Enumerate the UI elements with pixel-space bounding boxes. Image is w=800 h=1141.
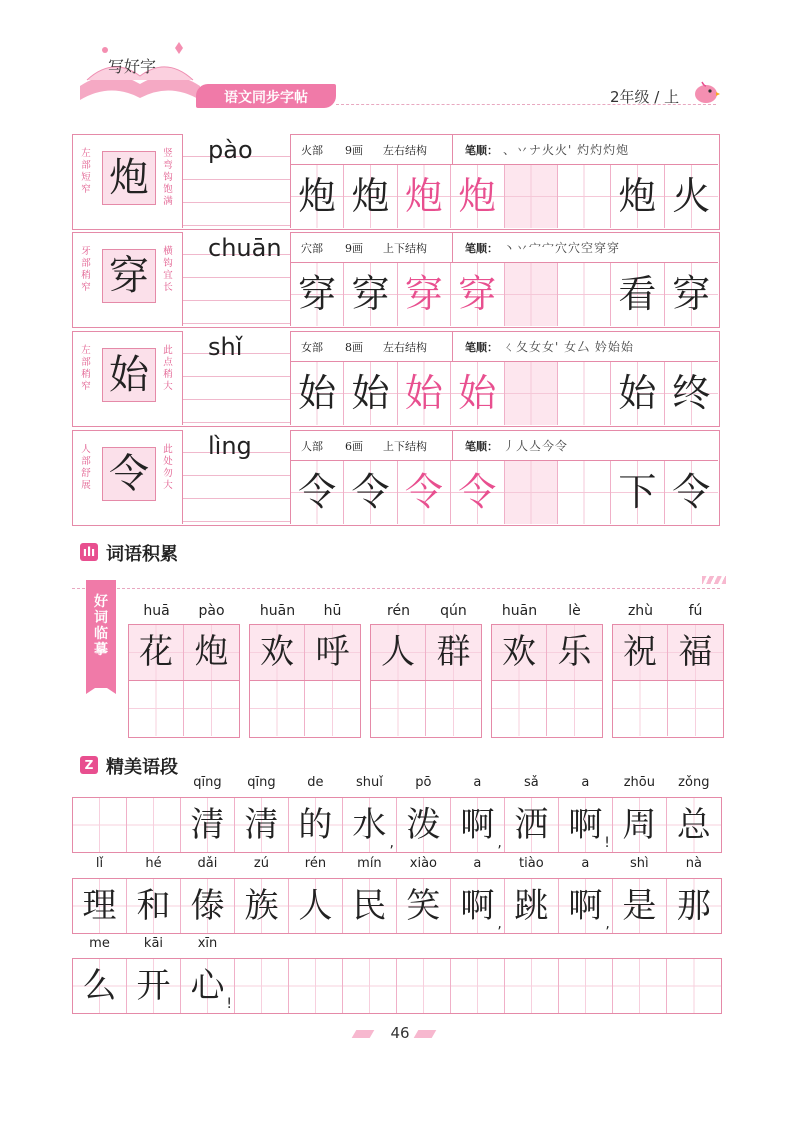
stroke-count: 8画 (345, 341, 363, 354)
stroke-order-label: 笔顺： (465, 440, 498, 453)
practice-cell[interactable] (665, 165, 718, 228)
model-char-box (102, 249, 156, 303)
passage-pinyin: tiào (519, 856, 544, 871)
practice-cell[interactable] (611, 165, 664, 228)
passage-char: 总 (676, 805, 711, 845)
passage-cell[interactable] (505, 959, 559, 1013)
passage-pinyin: nà (685, 856, 702, 871)
passage-cell[interactable] (73, 856, 127, 933)
structure-tip-left: 左 部 短 窄 (81, 148, 91, 195)
practice-grid (291, 461, 718, 524)
punctuation: , (497, 916, 502, 932)
stroke-order-sequence: 丶丷宀宀穴穴空穿穿 (503, 241, 621, 255)
vocab-pinyin: zhù (627, 603, 654, 619)
bird-icon (692, 80, 720, 104)
passage-line (72, 936, 722, 1014)
passage-char: 心 (190, 966, 225, 1006)
radical: 人部 (301, 440, 323, 453)
practice-cell-char: 穿 (298, 272, 337, 316)
structure-tip-left: 牙 部 稍 窄 (81, 246, 91, 293)
stroke-order (453, 430, 718, 461)
passage-cell[interactable] (613, 856, 667, 933)
practice-cell-char: 看 (618, 272, 657, 316)
practice-cell[interactable] (505, 362, 558, 425)
vocab-char: 人 (381, 632, 415, 672)
passage-pinyin: zhōu (623, 775, 655, 790)
practice-cell[interactable] (291, 362, 344, 425)
passage-char: 是 (622, 886, 657, 926)
passage-pinyin: a (581, 775, 590, 790)
passage-cell[interactable] (613, 775, 667, 852)
passage-pinyin: zǒng (678, 775, 710, 790)
structure-tip-right: 横 钩 宜 长 (163, 246, 173, 293)
practice-cell-char: 炮 (404, 174, 443, 218)
passage-cell[interactable] (667, 775, 721, 852)
vocab-section-title: 词语积累 (106, 544, 178, 565)
passage-pinyin: sǎ (523, 775, 539, 790)
radical: 女部 (301, 341, 323, 354)
model-char: 炮 (109, 155, 149, 201)
structure-tip-left: 左 部 稍 窄 (81, 345, 91, 392)
practice-cell[interactable] (558, 263, 611, 326)
grade-label: 2年级 / 上 (610, 88, 680, 106)
char-sidebox (72, 134, 183, 228)
subject-banner (196, 84, 336, 108)
radical: 火部 (301, 144, 323, 157)
practice-cell[interactable] (344, 263, 397, 326)
vocab-char: 乐 (557, 632, 592, 672)
practice-cell-char: 终 (672, 371, 711, 415)
practice-cell[interactable] (344, 362, 397, 425)
passage-char: 族 (244, 886, 279, 926)
practice-grid (291, 263, 718, 326)
passage-char: 的 (298, 805, 333, 845)
vocab-pinyin: fú (688, 603, 703, 619)
passage-line (72, 775, 722, 853)
vocab-char: 呼 (315, 632, 350, 672)
vocab-pinyin: pào (198, 603, 225, 619)
passage-char: 傣 (190, 886, 225, 926)
vocab-word-box (128, 603, 240, 738)
stroke-order-label: 笔顺： (465, 144, 498, 157)
passage-cell[interactable] (397, 959, 451, 1013)
passage-cell[interactable] (289, 775, 343, 852)
practice-cell-char: 火 (672, 174, 711, 218)
vocab-practice-cell[interactable] (371, 681, 426, 736)
vocab-model-cell (426, 625, 481, 680)
vocab-pinyin: huā (143, 603, 170, 619)
vocab-pinyin: lè (568, 603, 581, 619)
passage-cell[interactable] (343, 856, 397, 933)
passage-char: 笑 (406, 886, 441, 926)
vocab-model-cell (371, 625, 426, 680)
char-pinyin: chuān (208, 234, 282, 262)
vocab-practice-cell[interactable] (426, 681, 481, 736)
vocab-pinyin: qún (440, 603, 467, 619)
passage-line (72, 856, 722, 934)
model-char: 令 (109, 451, 149, 497)
stroke-order (453, 331, 718, 362)
vocab-practice-cell[interactable] (547, 681, 602, 736)
practice-cell-char: 始 (351, 371, 390, 415)
vocab-pinyin: rén (387, 603, 410, 619)
practice-cell-char: 始 (618, 371, 657, 415)
punctuation: ! (226, 996, 232, 1012)
model-char-box (102, 151, 156, 205)
passage-char: 洒 (514, 805, 549, 845)
passage-cell[interactable] (559, 775, 613, 852)
practice-cell-char: 穿 (672, 272, 711, 316)
vocab-ribbon (86, 580, 116, 688)
practice-cell[interactable] (505, 263, 558, 326)
passage-cell[interactable] (235, 775, 289, 852)
practice-cell-char: 炮 (351, 174, 390, 218)
char-practice-row (72, 232, 720, 328)
practice-cell[interactable] (398, 362, 451, 425)
vocab-char: 欢 (502, 632, 536, 672)
decorative-stripes (702, 576, 726, 584)
vocab-model-cell (668, 625, 723, 680)
vocab-practice-cell[interactable] (250, 681, 305, 736)
stroke-order (453, 134, 718, 165)
passage-cell[interactable] (343, 959, 397, 1013)
vocab-practice-cell[interactable] (184, 681, 239, 736)
passage-cell[interactable] (505, 856, 559, 933)
practice-cell[interactable] (451, 461, 504, 524)
vocab-model-cell (250, 625, 305, 680)
stroke-order (453, 232, 718, 263)
passage-cell[interactable] (73, 798, 127, 852)
vocab-practice-cell[interactable] (613, 681, 668, 736)
stroke-order-label: 笔顺： (465, 242, 498, 255)
vocab-practice-cell[interactable] (129, 681, 184, 736)
char-pinyin: shǐ (208, 333, 243, 361)
practice-cell-char: 穿 (404, 272, 443, 316)
stroke-order-sequence: ㄑ夂女女' 女厶 妗始始 (503, 340, 634, 354)
vocab-section-icon: ılı (80, 543, 98, 561)
passage-pinyin: zú (253, 856, 269, 871)
vocab-pinyin: huān (259, 603, 296, 619)
punctuation: , (497, 835, 502, 851)
passage-char: 理 (82, 886, 117, 926)
structure-tip-right: 竖 弯 钩 饱 满 (163, 148, 173, 207)
char-practice-row (72, 331, 720, 427)
practice-grid (291, 362, 718, 425)
vocab-word-box (612, 603, 724, 738)
vocab-char: 炮 (194, 632, 229, 672)
passage-cell[interactable] (127, 798, 181, 852)
practice-cell-char: 穿 (351, 272, 390, 316)
practice-cell-char: 下 (618, 470, 657, 514)
practice-cell[interactable] (398, 165, 451, 228)
practice-cell[interactable] (558, 165, 611, 228)
vocab-pinyin: huān (501, 603, 538, 619)
passage-section-title: 精美语段 (106, 757, 178, 778)
passage-pinyin: qīng (193, 775, 222, 790)
passage-char: 和 (136, 886, 171, 926)
model-char-box (102, 447, 156, 501)
vocab-model-cell (305, 625, 360, 680)
practice-cell-char: 炮 (458, 174, 497, 218)
model-char: 始 (109, 352, 149, 398)
practice-cell[interactable] (558, 461, 611, 524)
punctuation: ! (604, 835, 610, 851)
passage-cell[interactable] (451, 775, 505, 852)
passage-cell[interactable] (559, 959, 613, 1013)
passage-char: 周 (622, 805, 657, 845)
stroke-count: 9画 (345, 242, 363, 255)
vocab-pinyin: hū (323, 603, 342, 619)
vocab-model-cell (129, 625, 184, 680)
passage-cell[interactable] (343, 775, 397, 852)
vocab-word-box (370, 603, 482, 738)
subject-banner-text: 语文同步字帖 (224, 90, 308, 106)
vocab-char: 欢 (260, 632, 294, 672)
passage-cell[interactable] (397, 775, 451, 852)
char-pinyin: pào (208, 136, 253, 164)
stroke-count: 9画 (345, 144, 363, 157)
practice-cell-char: 穿 (458, 272, 497, 316)
structure: 左右结构 (383, 144, 427, 157)
structure-tip-right: 此 点 稍 大 (163, 345, 173, 392)
passage-pinyin: dǎi (197, 856, 218, 871)
passage-char: 么 (82, 966, 117, 1006)
vocab-model-cell (184, 625, 239, 680)
vocab-ribbon-text: 好 词 临 摹 (94, 594, 108, 658)
passage-char: 啊 (568, 886, 603, 926)
passage-char: 啊 (460, 805, 495, 845)
passage-cell[interactable] (505, 775, 559, 852)
practice-cell-char: 令 (458, 470, 497, 514)
passage-cell[interactable] (667, 959, 721, 1013)
practice-cell[interactable] (505, 461, 558, 524)
passage-cell[interactable] (397, 856, 451, 933)
passage-char: 清 (190, 805, 225, 845)
page-number: 46 (390, 1024, 410, 1042)
passage-pinyin: lǐ (95, 856, 104, 871)
char-info (291, 232, 453, 263)
practice-cell-char: 始 (298, 371, 337, 415)
char-sidebox (72, 331, 183, 425)
vocab-word-box (491, 603, 603, 738)
practice-cell[interactable] (344, 165, 397, 228)
passage-char: 水 (352, 805, 387, 845)
passage-cell[interactable] (181, 856, 235, 933)
vocab-char: 福 (678, 632, 713, 672)
model-char-box (102, 348, 156, 402)
passage-cell[interactable] (181, 936, 235, 1013)
vocab-practice-cell[interactable] (305, 681, 360, 736)
practice-cell[interactable] (398, 263, 451, 326)
practice-cell-char: 始 (458, 371, 497, 415)
vocab-model-cell (492, 625, 547, 680)
passage-cell[interactable] (289, 856, 343, 933)
passage-cell[interactable] (667, 856, 721, 933)
passage-pinyin: me (89, 936, 110, 951)
passage-cell[interactable] (451, 856, 505, 933)
passage-pinyin: a (473, 775, 482, 790)
passage-char: 开 (136, 966, 171, 1006)
char-info (291, 134, 453, 165)
stroke-order-label: 笔顺： (465, 341, 498, 354)
char-practice-row (72, 134, 720, 230)
practice-cell-char: 炮 (618, 174, 657, 218)
passage-cell[interactable] (127, 856, 181, 933)
vocab-practice-cell[interactable] (668, 681, 723, 736)
char-practice-row (72, 430, 720, 526)
vocab-char: 群 (436, 632, 471, 672)
stroke-order-sequence: 、丷ナ火火' 灼灼灼炮 (503, 143, 630, 157)
passage-cell[interactable] (235, 959, 289, 1013)
passage-pinyin: qīng (247, 775, 276, 790)
passage-cell[interactable] (289, 959, 343, 1013)
passage-section-icon: Z (80, 756, 98, 774)
passage-cell[interactable] (181, 775, 235, 852)
passage-pinyin: a (473, 856, 482, 871)
practice-cell[interactable] (611, 263, 664, 326)
vocab-practice-cell[interactable] (492, 681, 547, 736)
char-info (291, 430, 453, 461)
practice-cell[interactable] (665, 362, 718, 425)
practice-cell-char: 令 (404, 470, 443, 514)
model-char: 穿 (109, 253, 149, 299)
char-pinyin: lìng (208, 432, 252, 460)
passage-char: 啊 (568, 805, 603, 845)
passage-char: 泼 (406, 805, 441, 845)
passage-cell[interactable] (127, 936, 181, 1013)
practice-grid (291, 165, 718, 228)
practice-cell-char: 炮 (298, 174, 337, 218)
structure-tip-right: 此 处 勿 大 (163, 444, 173, 491)
structure: 上下结构 (383, 242, 427, 255)
passage-pinyin: xiào (409, 856, 438, 871)
practice-cell[interactable] (451, 263, 504, 326)
practice-cell[interactable] (398, 461, 451, 524)
char-info (291, 331, 453, 362)
passage-cell[interactable] (73, 936, 127, 1013)
practice-cell[interactable] (451, 165, 504, 228)
practice-cell[interactable] (344, 461, 397, 524)
passage-cell[interactable] (235, 856, 289, 933)
stroke-order-sequence: 丿人亼今令 (503, 439, 569, 453)
stroke-count: 6画 (345, 440, 363, 453)
practice-cell[interactable] (665, 263, 718, 326)
char-sidebox (72, 430, 183, 524)
passage-pinyin: shuǐ (355, 775, 383, 790)
passage-char: 那 (676, 886, 711, 926)
passage-pinyin: hé (145, 856, 162, 871)
vocab-model-cell (547, 625, 602, 680)
structure-tip-left: 人 部 舒 展 (81, 444, 91, 491)
passage-char: 人 (298, 886, 333, 926)
vocab-char: 花 (139, 632, 173, 672)
passage-pinyin: mín (357, 856, 382, 871)
passage-pinyin: rén (304, 856, 327, 871)
passage-pinyin: pō (415, 775, 432, 790)
practice-cell[interactable] (291, 165, 344, 228)
practice-cell[interactable] (505, 165, 558, 228)
passage-pinyin: shì (630, 856, 649, 871)
vocab-char: 祝 (623, 632, 657, 672)
structure: 左右结构 (383, 341, 427, 354)
passage-char: 民 (352, 886, 387, 926)
passage-char: 啊 (460, 886, 495, 926)
passage-char: 跳 (514, 886, 549, 926)
book-title: 写好字 (108, 57, 157, 76)
passage-pinyin: xīn (197, 936, 218, 951)
practice-cell-char: 令 (298, 470, 337, 514)
practice-cell[interactable] (451, 362, 504, 425)
punctuation: , (605, 916, 610, 932)
practice-cell-char: 始 (404, 371, 443, 415)
passage-cell[interactable] (451, 959, 505, 1013)
passage-cell[interactable] (613, 959, 667, 1013)
punctuation: , (389, 835, 394, 851)
practice-cell[interactable] (611, 362, 664, 425)
vocab-model-cell (613, 625, 668, 680)
passage-cell[interactable] (559, 856, 613, 933)
practice-cell[interactable] (558, 362, 611, 425)
structure: 上下结构 (383, 440, 427, 453)
char-sidebox (72, 232, 183, 326)
passage-pinyin: a (581, 856, 590, 871)
passage-pinyin: kāi (143, 936, 164, 951)
practice-cell[interactable] (665, 461, 718, 524)
practice-cell[interactable] (611, 461, 664, 524)
passage-pinyin: de (307, 775, 324, 790)
vocab-word-box (249, 603, 361, 738)
practice-cell-char: 令 (351, 470, 390, 514)
radical: 穴部 (301, 242, 323, 255)
practice-cell-char: 令 (672, 470, 711, 514)
passage-char: 清 (244, 805, 279, 845)
practice-cell[interactable] (291, 461, 344, 524)
practice-cell[interactable] (291, 263, 344, 326)
